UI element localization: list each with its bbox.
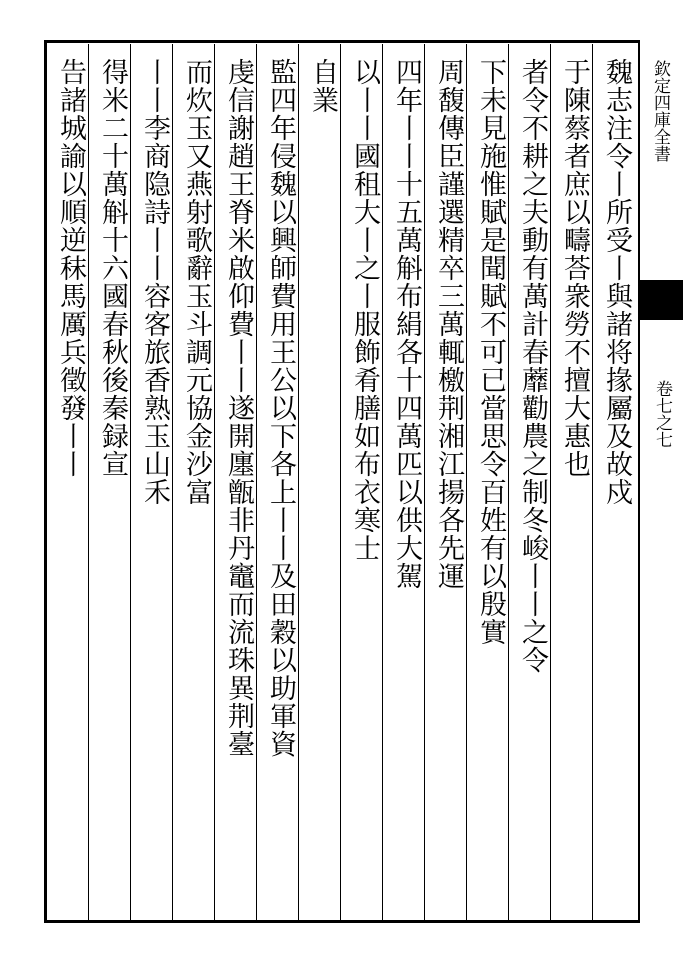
- text-column-5: 周馥傳臣謹選精卒三萬輒檄荆湘江揚各先運: [433, 58, 464, 590]
- text-column-10: 虔信謝趙王脊米啟仰費丨丨遂開廛甑非丹竈而流珠異荆臺: [223, 58, 254, 758]
- text-column-1: 魏志注令丨所受丨與諸将掾屬及故戍: [601, 58, 632, 506]
- text-column-7: 以丨丨國租大丨之丨服飾肴膳如布衣寒士: [349, 58, 380, 562]
- text-column-3: 者令不耕之夫動有萬計春蘼勸農之制冬峻丨丨之令: [517, 58, 548, 674]
- text-column-4: 下未見施惟賦是聞賦不可已當思令百姓有以殷實: [475, 58, 506, 646]
- margin-tab: [639, 280, 683, 320]
- text-column-6: 四年丨丨十五萬斛布絹各十四萬匹以供大駕: [391, 58, 422, 590]
- text-column-2: 于陳蔡者庶以疇荅衆勞不擅大惠也: [559, 58, 590, 478]
- text-column-9: 監四年侵魏以興師費用王公以下各上丨丨及田穀以助軍資: [265, 58, 296, 758]
- book-title: 欽定四庫全書: [650, 60, 670, 162]
- text-column-11: 而炊玉又燕射歌辭玉斗調元協金沙富: [181, 58, 212, 506]
- column-rule: [340, 44, 341, 920]
- text-column-14: 告諸城諭以順逆秣馬厲兵徵發丨丨: [55, 58, 86, 478]
- text-column-13: 得米二十萬斛十六國春秋後秦録宣: [97, 58, 128, 478]
- text-column-8: 自業: [307, 58, 338, 114]
- section-label: 卷七之七: [652, 380, 672, 448]
- margin-rule: [638, 40, 640, 923]
- text-column-12: 丨丨李商隐詩丨丨容客旅香熟玉山禾: [139, 58, 170, 506]
